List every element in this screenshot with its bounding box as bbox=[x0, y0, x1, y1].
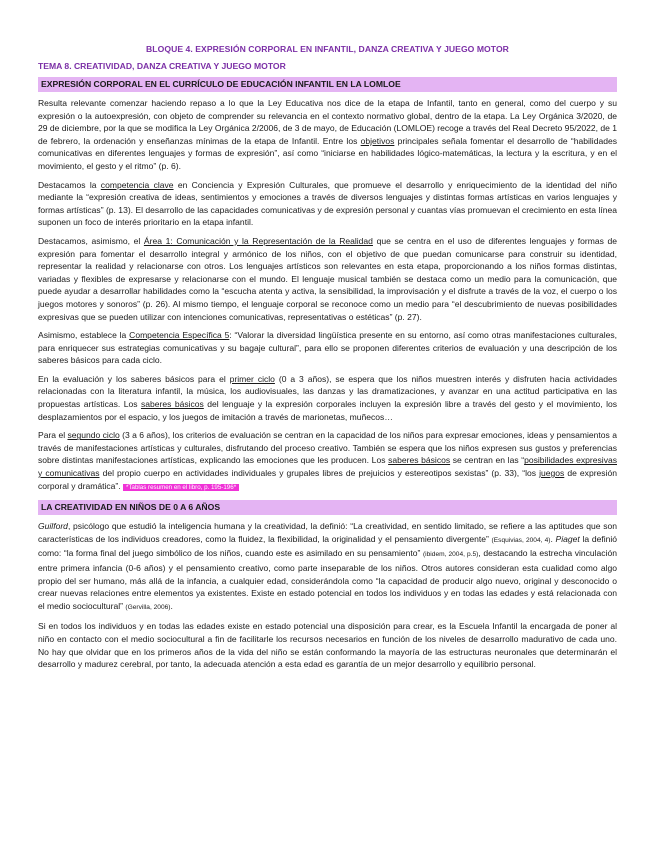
underlined-term: competencia clave bbox=[100, 179, 174, 190]
underlined-term: saberes básicos bbox=[140, 399, 204, 410]
tema-title: TEMA 8. CREATIVIDAD, DANZA CREATIVA Y JUEGO MOTOR bbox=[38, 61, 286, 71]
paragraph-primer-ciclo: En la evaluación y los saberes básicos para el primer ciclo (0 a 3 años), se espera que los niños muestren interés y disfruten hacia actividades relacionadas con la literatura infantil, la música, los audiovisuales, las danzas y las dramatizaciones, y avanzar en una actitud participativa en las propuestas artísticas. Los saberes básicos del lenguaje y la expresión corporales incluyen la expresión libre a través del gesto y el movimiento, los desplazamientos por el espacio, y los juegos de imitación a través de marionetas, muñecos… bbox=[38, 373, 617, 422]
underlined-term: Competencia Específica 5 bbox=[129, 330, 230, 341]
underlined-term: segundo ciclo bbox=[67, 430, 120, 441]
underlined-term: primer ciclo bbox=[229, 373, 275, 384]
underlined-term: Área 1: Comunicación y la Representación de la Realidad bbox=[143, 235, 373, 246]
reference-highlight: *Tablas resumen en el libro, p. 195-196* bbox=[123, 484, 239, 491]
paragraph-competencia-especifica: Asimismo, establece la Competencia Específica 5: “Valorar la diversidad lingüística presente en su entorno, así como otras manifestaciones culturales, para enriquecer sus estrategias comunicativas y su bagaje cultural”, para ello se proponen diferentes criterios de evaluación y una descripción de los saberes básicos para cada ciclo. bbox=[38, 330, 617, 366]
underlined-term: objetivos bbox=[360, 135, 395, 146]
paragraph-area-1: Destacamos, asimismo, el Área 1: Comunicación y la Representación de la Realidad que se centra en el uso de diferentes lenguajes y formas de expresión para fomentar el desarrollo integral y armónico de los niños, con el objetivo de que puedan comunicarse para construir su identidad, representar la realidad y relacionarse con otros. Los lenguajes artísticos son relevantes en esta etapa, proporcionando a los niños formas distintas, variadas y flexibles de expresarse y relacionarse con el mundo. El lenguaje musical también se destaca como un medio para la comunicación, que puede ayudar a desarrollar habilidades como la “escucha atenta y activa, la sensibilidad, la improvisación y el disfrute a través de la voz, el cuerpo o los juegos motores y sonoros” (p. 26). Al mismo tiempo, el lenguaje corporal se reconoce como un medio para “el descubrimiento de nuevas posibilidades expresivas que se pueden utilizar con intenciones comunicativas, representativas o estéticas” (p. 27). bbox=[38, 235, 618, 322]
underlined-term: juegos bbox=[539, 468, 565, 479]
paragraph-escuela-infantil: Si en todos los individuos y en todas las edades existe en estado potencial una disposición para crear, es la Escuela Infantil la encargada de poner al niño en contacto con el medio sociocultural a fin de facilitarle los recursos necesarios en función de los niveles de desarrollo madurativo de cada uno. No hay que olvidar que en los primeros años de la vida del niño se están conformando la mayoría de las estructuras neuronales que determinarán el desarrollo y madurez cerebral, por tanto, la adecuada atención a esta edad es garantía de un mejor desarrollo y equilibrio personal. bbox=[38, 621, 617, 670]
paragraph-segundo-ciclo: Para el segundo ciclo (3 a 6 años), los criterios de evaluación se centran en la capacidad de los niños para expresar emociones, ideas y pensamientos a través de manifestaciones artísticas y culturales, disfrutando del proceso creativo. También se espera que los niños expresen sus gustos y preferencias sobre distintas manifestaciones artísticas, explicando las emociones que les producen. Los saberes básicos se centran en las “posibilidades expresivas y comunicativas del propio cuerpo en actividades individuales y grupales libres de prejuicios y estereotipos sexistas” (p. 33), “los juegos de expresión corporal y dramática”. *Tablas resumen en el libro, p. 195-196* bbox=[38, 430, 617, 491]
underlined-term: posibilidades expresivas y comunicativas bbox=[38, 455, 617, 479]
paragraph-guilford-piaget: Guilford, psicólogo que estudió la inteligencia humana y la creatividad, la definió: “La creatividad, en sentido limitado, se refiere a las aptitudes que son características de los individuos creadores, como la fluidez, la flexibilidad, la originalidad y el pensamiento divergente” (Esquivias, 2004, 4). Piaget la definió como: “la forma final del juego simbólico de los niños, cuando este es asimilado en su pensamiento” (ibidem, 2004, p.5), destacando la estrecha vinculación entre primera infancia (0-6 años) y el pensamiento creativo, como parte inseparable de los niños. Otros autores consideran esta cualidad como algo propio del ser humano, más allá de la infancia, a cualquier edad, considerándola como “la capacidad de producir algo nuevo, original y desconocido o crear nuevas relaciones entre elementos ya existentes. Existe en estado potencial en todos los individuos y en todas las edades y está relacionada con el medio sociocultural” (Gervilla, 2006). bbox=[38, 521, 618, 611]
section-heading-lomloe: EXPRESIÓN CORPORAL EN EL CURRÍCULO DE EDUCACIÓN INFANTIL EN LA LOMLOE bbox=[38, 77, 617, 92]
paragraph-competencia-clave: Destacamos la competencia clave en Conciencia y Expresión Culturales, que promueve el desarrollo y enriquecimiento de la identidad del niño mediante la “expresión creativa de ideas, sentimientos y emociones a través de diversos lenguajes y distintas formas artísticas en varios lenguajes y formas artísticas” (p. 13). El desarrollo de las capacidades comunicativas y de expresión personal y cuantas vías promuevan el crecimiento en esta línea suponen un foco de interés prioritario en la etapa infantil. bbox=[38, 179, 617, 228]
section-heading-creatividad: LA CREATIVIDAD EN NIÑOS DE 0 A 6 AÑOS bbox=[38, 500, 617, 515]
block-title: BLOQUE 4. EXPRESIÓN CORPORAL EN INFANTIL, DANZA CREATIVA Y JUEGO MOTOR bbox=[146, 44, 509, 54]
paragraph-intro: Resulta relevante comenzar haciendo repaso a lo que la Ley Educativa nos dice de la etapa de Infantil, tanto en general, como del cuerpo y su expresión o la autoexpresión, con objeto de comprender su relevancia en el contexto normativo global, dentro de la etapa. La Ley Orgánica 3/2020, de 29 de diciembre, por la que se modifica la Ley Orgánica 2/2006, de 3 de mayo, de Educación (LOMLOE) recoge a través del Real Decreto 95/2022, de 1 de febrero, la ordenación y enseñanzas mínimas de la etapa de Infantil. Entre los objetivos principales señala fomentar el desarrollo de “habilidades comunicativas en diferentes lenguajes y formas de expresión”, así como “iniciarse en habilidades lógico-matemáticas, la lectura y la escritura, y en el movimiento, el gesto y el ritmo” (p. 6). bbox=[38, 98, 617, 171]
underlined-term: saberes básicos bbox=[388, 455, 451, 466]
